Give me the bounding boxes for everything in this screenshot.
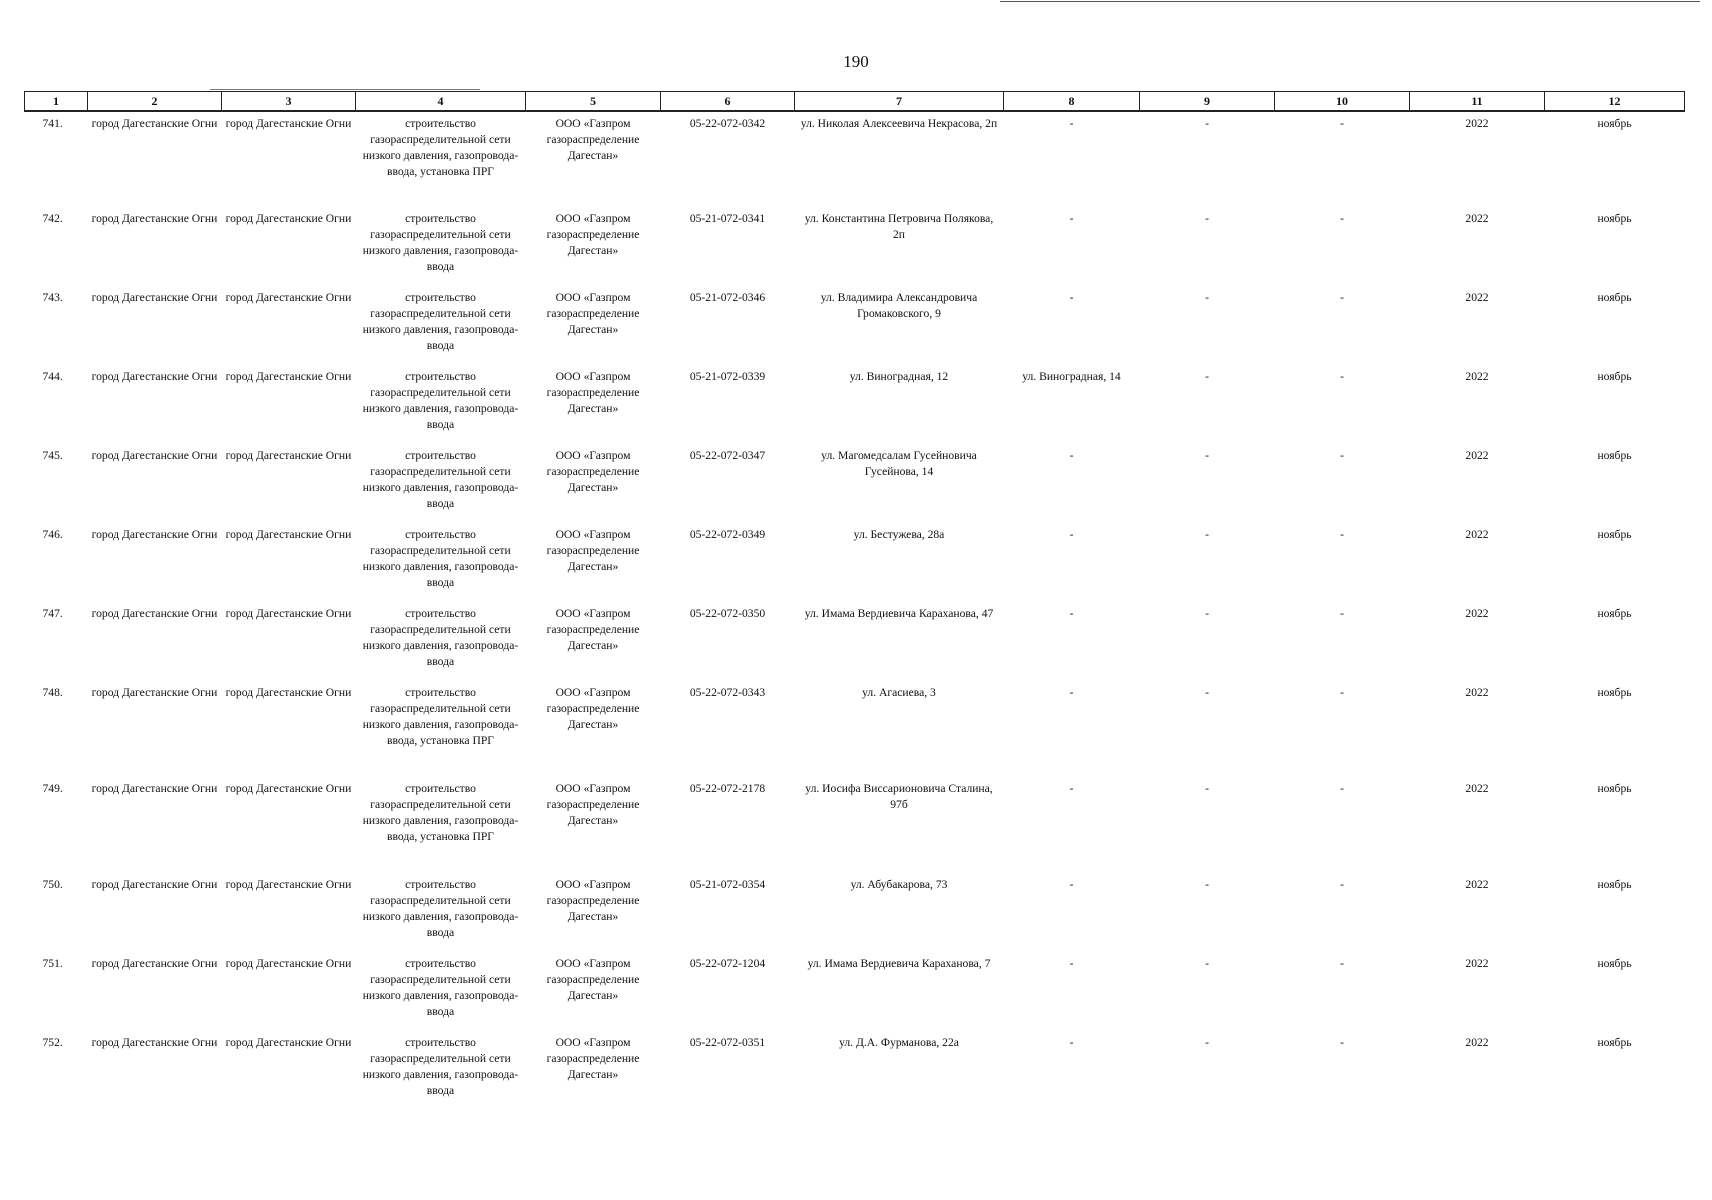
scan-artifact-line — [210, 89, 480, 90]
year-cell: 2022 — [1465, 957, 1489, 970]
work-description-cell: строительство газораспределительной сети низкого давления, газопровода-ввода, установка ПРГ — [362, 117, 519, 178]
column-10-cell: - — [1340, 686, 1344, 699]
column-8-cell: - — [1069, 291, 1074, 304]
column-9-cell: - — [1205, 878, 1209, 891]
month-cell: ноябрь — [1597, 528, 1632, 541]
column-10-cell: - — [1340, 528, 1344, 541]
year-cell: 2022 — [1465, 878, 1489, 891]
column-header: 12 — [1545, 92, 1685, 112]
column-9-cell: - — [1205, 117, 1209, 130]
object-code-cell: 05-22-072-0350 — [689, 607, 766, 620]
object-code-cell: 05-22-072-0342 — [689, 117, 766, 130]
column-8-cell: ул. Виноградная, 14 — [1022, 370, 1121, 383]
column-header: 9 — [1140, 92, 1275, 112]
column-10-cell: - — [1340, 782, 1344, 795]
table-row — [25, 111, 1685, 207]
table-row — [25, 602, 1685, 681]
column-8-cell: - — [1069, 212, 1074, 225]
address-cell: ул. Д.А. Фурманова, 22а — [839, 1036, 959, 1049]
municipality-cell: город Дагестанские Огни — [91, 782, 218, 795]
organization-cell: ООО «Газпром газораспределение Дагестан» — [546, 1036, 640, 1081]
column-10-cell: - — [1340, 291, 1344, 304]
address-cell: ул. Константина Петровича Полякова, 2п — [804, 212, 994, 241]
settlement-cell: город Дагестанские Огни — [225, 1036, 352, 1049]
address-cell: ул. Магомедсалам Гусейновича Гусейнова, 14 — [821, 449, 977, 478]
municipality-cell: город Дагестанские Огни — [91, 370, 218, 383]
column-8-cell: - — [1069, 878, 1074, 891]
year-cell: 2022 — [1465, 528, 1489, 541]
municipality-cell: город Дагестанские Огни — [91, 528, 218, 541]
table-row — [25, 777, 1685, 873]
organization-cell: ООО «Газпром газораспределение Дагестан» — [546, 370, 640, 415]
municipality-cell: город Дагестанские Огни — [91, 1036, 218, 1049]
column-10-cell: - — [1340, 370, 1344, 383]
table-row — [25, 952, 1685, 1031]
year-cell: 2022 — [1465, 607, 1489, 620]
month-cell: ноябрь — [1597, 212, 1632, 225]
row-number: 741. — [42, 117, 63, 130]
work-description-cell: строительство газораспределительной сети низкого давления, газопровода-ввода — [362, 528, 519, 589]
column-header: 3 — [222, 92, 356, 112]
scan-artifact-line — [1000, 1, 1700, 2]
year-cell: 2022 — [1465, 212, 1489, 225]
organization-cell: ООО «Газпром газораспределение Дагестан» — [546, 291, 640, 336]
organization-cell: ООО «Газпром газораспределение Дагестан» — [546, 449, 640, 494]
column-9-cell: - — [1205, 370, 1209, 383]
address-cell: ул. Имама Вердиевича Караханова, 7 — [807, 957, 991, 970]
column-header: 1 — [25, 92, 88, 112]
column-8-cell: - — [1069, 686, 1074, 699]
column-header: 7 — [795, 92, 1004, 112]
table-row — [25, 681, 1685, 777]
organization-cell: ООО «Газпром газораспределение Дагестан» — [546, 878, 640, 923]
settlement-cell: город Дагестанские Огни — [225, 449, 352, 462]
work-description-cell: строительство газораспределительной сети низкого давления, газопровода-ввода, установка ПРГ — [362, 686, 519, 747]
row-number: 749. — [42, 782, 63, 795]
register-table — [24, 91, 1685, 1110]
address-cell: ул. Николая Алексеевича Некрасова, 2п — [800, 117, 998, 130]
year-cell: 2022 — [1465, 782, 1489, 795]
row-number: 750. — [42, 878, 63, 891]
column-8-cell: - — [1069, 449, 1074, 462]
settlement-cell: город Дагестанские Огни — [225, 878, 352, 891]
column-10-cell: - — [1340, 957, 1344, 970]
settlement-cell: город Дагестанские Огни — [225, 957, 352, 970]
object-code-cell: 05-22-072-0347 — [689, 449, 766, 462]
object-code-cell: 05-22-072-0343 — [689, 686, 766, 699]
column-10-cell: - — [1340, 449, 1344, 462]
month-cell: ноябрь — [1597, 878, 1632, 891]
row-number: 747. — [42, 607, 63, 620]
month-cell: ноябрь — [1597, 117, 1632, 130]
table-row — [25, 1031, 1685, 1110]
column-9-cell: - — [1205, 686, 1209, 699]
year-cell: 2022 — [1465, 449, 1489, 462]
column-header: 5 — [526, 92, 661, 112]
municipality-cell: город Дагестанские Огни — [91, 878, 218, 891]
settlement-cell: город Дагестанские Огни — [225, 686, 352, 699]
organization-cell: ООО «Газпром газораспределение Дагестан» — [546, 957, 640, 1002]
settlement-cell: город Дагестанские Огни — [225, 370, 352, 383]
column-9-cell: - — [1205, 528, 1209, 541]
month-cell: ноябрь — [1597, 370, 1632, 383]
settlement-cell: город Дагестанские Огни — [225, 782, 352, 795]
address-cell: ул. Иосифа Виссарионовича Сталина, 97б — [805, 782, 993, 811]
address-cell: ул. Бестужева, 28а — [853, 528, 945, 541]
table-row — [25, 207, 1685, 286]
page-number: 190 — [843, 52, 869, 71]
work-description-cell: строительство газораспределительной сети низкого давления, газопровода-ввода — [362, 212, 519, 273]
column-header: 2 — [88, 92, 222, 112]
work-description-cell: строительство газораспределительной сети низкого давления, газопровода-ввода — [362, 449, 519, 510]
settlement-cell: город Дагестанские Огни — [225, 528, 352, 541]
organization-cell: ООО «Газпром газораспределение Дагестан» — [546, 782, 640, 827]
month-cell: ноябрь — [1597, 957, 1632, 970]
column-9-cell: - — [1205, 291, 1209, 304]
month-cell: ноябрь — [1597, 291, 1632, 304]
row-number: 745. — [42, 449, 63, 462]
municipality-cell: город Дагестанские Огни — [91, 449, 218, 462]
column-8-cell: - — [1069, 528, 1074, 541]
column-header: 6 — [661, 92, 795, 112]
organization-cell: ООО «Газпром газораспределение Дагестан» — [546, 117, 640, 162]
object-code-cell: 05-21-072-0339 — [689, 370, 766, 383]
settlement-cell: город Дагестанские Огни — [225, 117, 352, 130]
column-9-cell: - — [1205, 957, 1209, 970]
row-number: 743. — [42, 291, 63, 304]
year-cell: 2022 — [1465, 117, 1489, 130]
row-number: 746. — [42, 528, 63, 541]
column-10-cell: - — [1340, 212, 1344, 225]
municipality-cell: город Дагестанские Огни — [91, 212, 218, 225]
column-header: 8 — [1004, 92, 1140, 112]
year-cell: 2022 — [1465, 291, 1489, 304]
municipality-cell: город Дагестанские Огни — [91, 117, 218, 130]
row-number: 748. — [42, 686, 63, 699]
work-description-cell: строительство газораспределительной сети низкого давления, газопровода-ввода — [362, 607, 519, 668]
organization-cell: ООО «Газпром газораспределение Дагестан» — [546, 212, 640, 257]
column-10-cell: - — [1340, 1036, 1344, 1049]
column-8-cell: - — [1069, 1036, 1074, 1049]
municipality-cell: город Дагестанские Огни — [91, 291, 218, 304]
address-cell: ул. Виноградная, 12 — [849, 370, 949, 383]
month-cell: ноябрь — [1597, 1036, 1632, 1049]
year-cell: 2022 — [1465, 370, 1489, 383]
column-header: 11 — [1410, 92, 1545, 112]
address-cell: ул. Абубакарова, 73 — [850, 878, 948, 891]
table-row — [25, 523, 1685, 602]
table-row — [25, 873, 1685, 952]
column-9-cell: - — [1205, 782, 1209, 795]
row-number: 752. — [42, 1036, 63, 1049]
column-header: 4 — [356, 92, 526, 112]
column-9-cell: - — [1205, 212, 1209, 225]
column-10-cell: - — [1340, 607, 1344, 620]
settlement-cell: город Дагестанские Огни — [225, 607, 352, 620]
municipality-cell: город Дагестанские Огни — [91, 686, 218, 699]
month-cell: ноябрь — [1597, 449, 1632, 462]
column-8-cell: - — [1069, 957, 1074, 970]
municipality-cell: город Дагестанские Огни — [91, 957, 218, 970]
row-number: 744. — [42, 370, 63, 383]
column-10-cell: - — [1340, 878, 1344, 891]
address-cell: ул. Имама Вердиевича Караханова, 47 — [804, 607, 994, 620]
object-code-cell: 05-22-072-0351 — [689, 1036, 766, 1049]
work-description-cell: строительство газораспределительной сети низкого давления, газопровода-ввода — [362, 878, 519, 939]
month-cell: ноябрь — [1597, 782, 1632, 795]
address-cell: ул. Владимира Александровича Громаковского, 9 — [820, 291, 978, 320]
month-cell: ноябрь — [1597, 607, 1632, 620]
settlement-cell: город Дагестанские Огни — [225, 212, 352, 225]
organization-cell: ООО «Газпром газораспределение Дагестан» — [546, 607, 640, 652]
column-10-cell: - — [1340, 117, 1344, 130]
column-header: 10 — [1275, 92, 1410, 112]
object-code-cell: 05-21-072-0354 — [689, 878, 766, 891]
header-row — [25, 92, 1685, 112]
organization-cell: ООО «Газпром газораспределение Дагестан» — [546, 528, 640, 573]
table-row — [25, 444, 1685, 523]
object-code-cell: 05-21-072-0341 — [689, 212, 766, 225]
work-description-cell: строительство газораспределительной сети низкого давления, газопровода-ввода — [362, 1036, 519, 1097]
settlement-cell: город Дагестанские Огни — [225, 291, 352, 304]
work-description-cell: строительство газораспределительной сети низкого давления, газопровода-ввода, установка ПРГ — [362, 782, 519, 843]
object-code-cell: 05-21-072-0346 — [689, 291, 766, 304]
municipality-cell: город Дагестанские Огни — [91, 607, 218, 620]
work-description-cell: строительство газораспределительной сети низкого давления, газопровода-ввода — [362, 370, 519, 431]
column-8-cell: - — [1069, 782, 1074, 795]
table-row — [25, 365, 1685, 444]
object-code-cell: 05-22-072-1204 — [689, 957, 766, 970]
organization-cell: ООО «Газпром газораспределение Дагестан» — [546, 686, 640, 731]
column-9-cell: - — [1205, 607, 1209, 620]
row-number: 742. — [42, 212, 63, 225]
object-code-cell: 05-22-072-0349 — [689, 528, 766, 541]
column-9-cell: - — [1205, 1036, 1209, 1049]
work-description-cell: строительство газораспределительной сети низкого давления, газопровода-ввода — [362, 957, 519, 1018]
month-cell: ноябрь — [1597, 686, 1632, 699]
address-cell: ул. Агасиева, 3 — [862, 686, 936, 699]
object-code-cell: 05-22-072-2178 — [689, 782, 766, 795]
work-description-cell: строительство газораспределительной сети низкого давления, газопровода-ввода — [362, 291, 519, 352]
year-cell: 2022 — [1465, 1036, 1489, 1049]
year-cell: 2022 — [1465, 686, 1489, 699]
column-8-cell: - — [1069, 117, 1074, 130]
table-row — [25, 286, 1685, 365]
column-9-cell: - — [1205, 449, 1209, 462]
column-8-cell: - — [1069, 607, 1074, 620]
row-number: 751. — [42, 957, 63, 970]
